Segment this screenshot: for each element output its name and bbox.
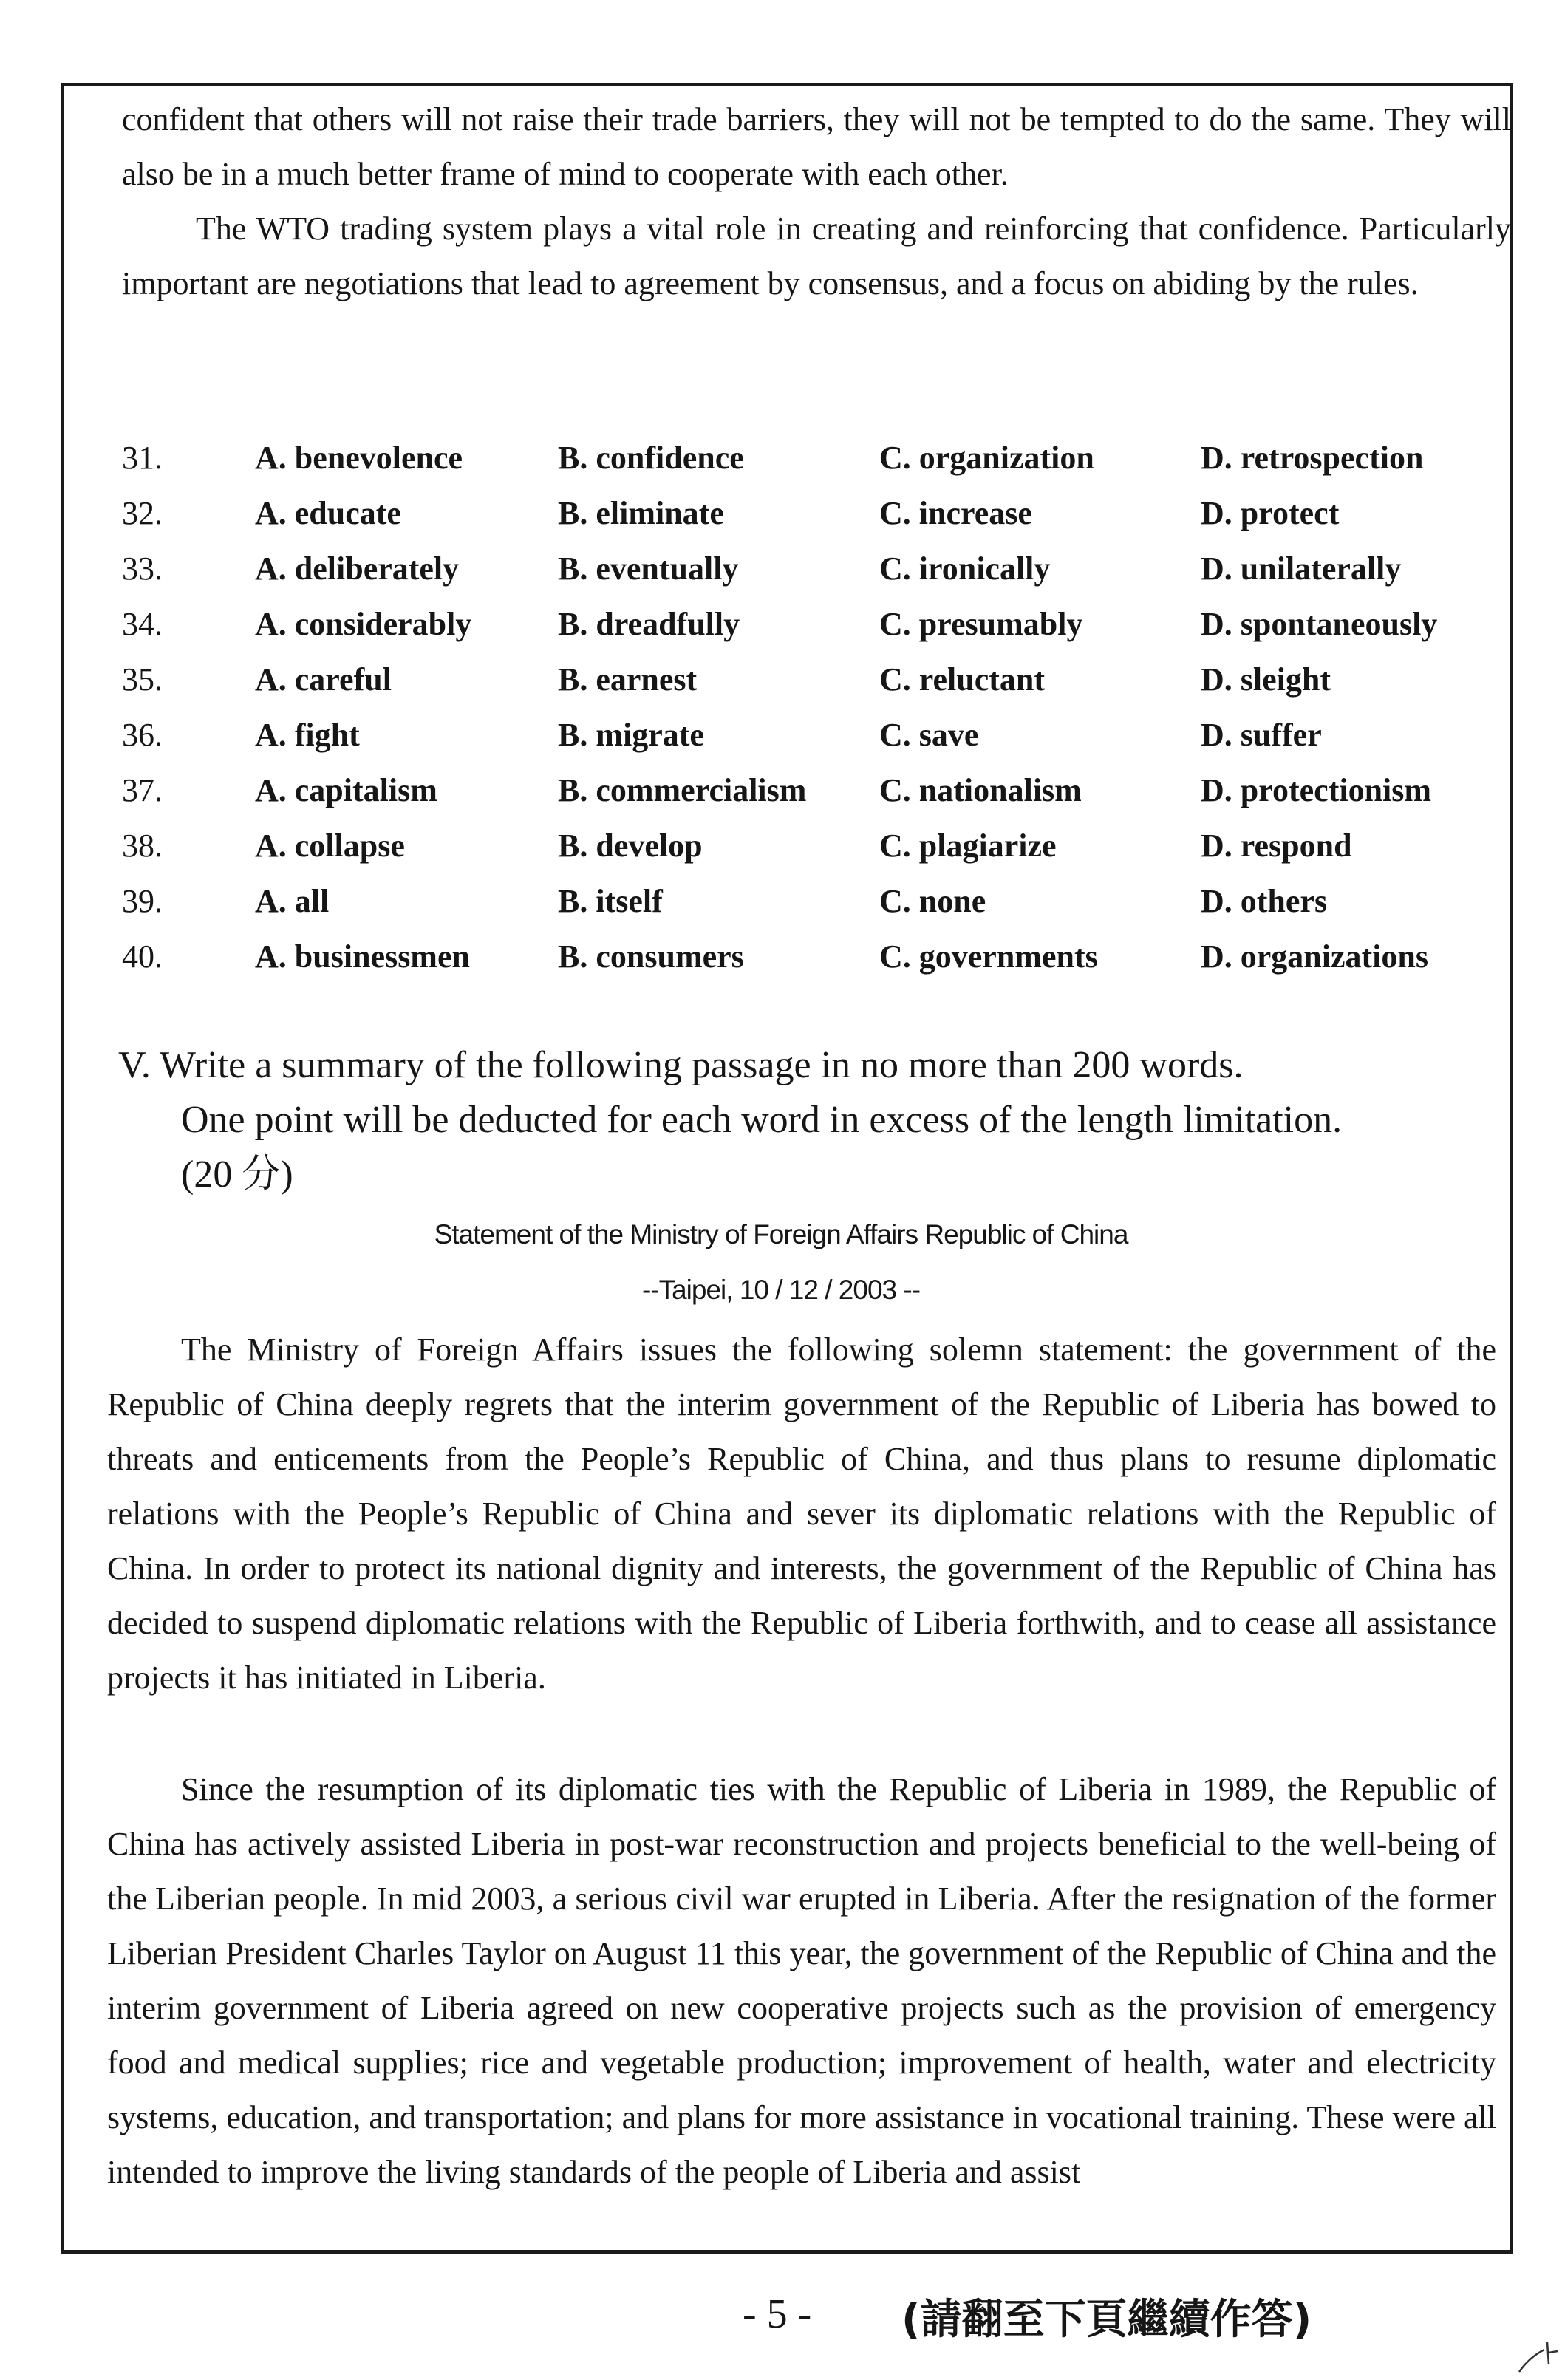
option-a: A. collapse [255,828,405,864]
option-d: D. others [1201,883,1328,919]
option-c: C. organization [879,440,1094,476]
section-v-line2: One point will be deducted for each word in excess of the length limitation. [181,1099,1343,1141]
option-b: B. dreadfully [558,606,740,642]
option-c: C. presumably [879,606,1083,642]
option-d: D. respond [1201,828,1352,864]
option-b: B. confidence [558,440,744,476]
option-c: C. ironically [879,550,1051,587]
question-row [122,818,1511,873]
option-d: D. unilaterally [1201,550,1402,587]
option-c: C. increase [879,495,1032,531]
option-b: B. eventually [558,550,739,587]
section-v-line1: V. Write a summary of the following passage in no more than 200 words. [118,1044,1244,1086]
option-c: C. save [879,717,979,753]
question-number: 31. [122,440,163,476]
passage-paragraph-end [122,92,1511,311]
question-row [122,652,1511,707]
option-b: B. migrate [558,717,704,753]
option-a: A. all [255,883,330,919]
question-number: 32. [122,495,163,531]
option-d: D. protect [1201,495,1340,531]
question-row [122,763,1511,818]
question-row [122,541,1511,596]
question-number: 35. [122,661,163,698]
option-a: A. businessmen [255,938,470,975]
statement-paragraph-1: The Ministry of Foreign Affairs issues the following solemn statement: the government of the Republic of China deeply regrets that the interim government of the Republic of Liberia has bowed to threats and enticements from the People’s Republic of China, and thus plans to resume diplomatic relations with the People’s Republic of China and sever its diplomatic relations with the Republic of China. In order to protect its national dignity and interests, the government of the Republic of China has decided to suspend diplomatic relations with the Republic of Liberia forthwith, and to cease all assistance projects it has initiated in Liberia. [107,1331,1496,1696]
option-c: C. nationalism [879,772,1082,808]
question-number: 34. [122,606,163,642]
option-d: D. spontaneously [1201,606,1438,642]
passage-text-2: The WTO trading system plays a vital role in creating and reinforcing that confidence. Particularly important are negotiations that lead to agreement by consensus, and a focus on abiding by the rules. [122,211,1511,301]
option-b: B. commercialism [558,772,807,808]
statement-paragraph-2: Since the resumption of its diplomatic ties with the Republic of Liberia in 1989, the Republic of China has actively assisted Liberia in post-war reconstruction and projects beneficial to the well-being of the Liberian people. In mid 2003, a serious civil war erupted in Liberia. After the resignation of the former Liberian President Charles Taylor on August 11 this year, the government of the Republic of China and the interim government of Liberia agreed on new cooperative projects such as the provision of emergency food and medical supplies; rice and vegetable production; improvement of health, water and electricity systems, education, and transportation; and plans for more assistance in vocational training. These were all intended to improve the living standards of the people of Liberia and assist [107,1771,1496,2190]
question-row [122,485,1511,541]
question-number: 36. [122,717,163,753]
option-a: A. deliberately [255,550,460,587]
turn-page-note: (請翻至下頁繼續作答) [901,2296,1312,2344]
option-b: B. earnest [558,661,698,698]
question-row [122,873,1511,929]
section-v-points: (20 分) [181,1153,293,1196]
option-c: C. plagiarize [879,828,1057,864]
question-number: 33. [122,550,163,587]
cloze-options-table [122,430,1511,984]
question-row [122,430,1511,485]
option-c: C. governments [879,938,1098,975]
question-row [122,707,1511,763]
option-d: D. suffer [1201,717,1322,753]
option-b: B. consumers [558,938,744,975]
option-a: A. considerably [255,606,472,642]
option-c: C. reluctant [879,661,1046,698]
statement-dateline: --Taipei, 10 / 12 / 2003 -- [641,1275,921,1305]
question-number: 39. [122,883,163,919]
option-b: B. eliminate [558,495,724,531]
option-a: A. fight [255,717,360,753]
option-a: A. capitalism [255,772,437,808]
question-row [122,596,1511,652]
page-number: - 5 - [743,2291,812,2337]
question-number: 38. [122,828,163,864]
option-a: A. benevolence [255,440,463,476]
option-d: D. sleight [1201,661,1331,698]
pen-mark [1515,2335,1562,2379]
option-c: C. none [879,883,986,919]
option-d: D. organizations [1201,938,1428,975]
question-number: 40. [122,938,163,975]
section-v-heading [118,1038,1507,1202]
option-b: B. develop [558,828,703,864]
question-row [122,929,1511,984]
option-a: A. educate [255,495,401,531]
option-d: D. protectionism [1201,772,1432,808]
option-b: B. itself [558,883,663,919]
passage-text-1: confident that others will not raise their trade barriers, they will not be tempted to do the same. They will also be in a much better frame of mind to cooperate with each other. [122,101,1511,192]
option-d: D. retrospection [1201,440,1424,476]
option-a: A. careful [255,661,392,698]
question-number: 37. [122,772,163,808]
statement-title: Statement of the Ministry of Foreign Affairs Republic of China [434,1219,1128,1249]
